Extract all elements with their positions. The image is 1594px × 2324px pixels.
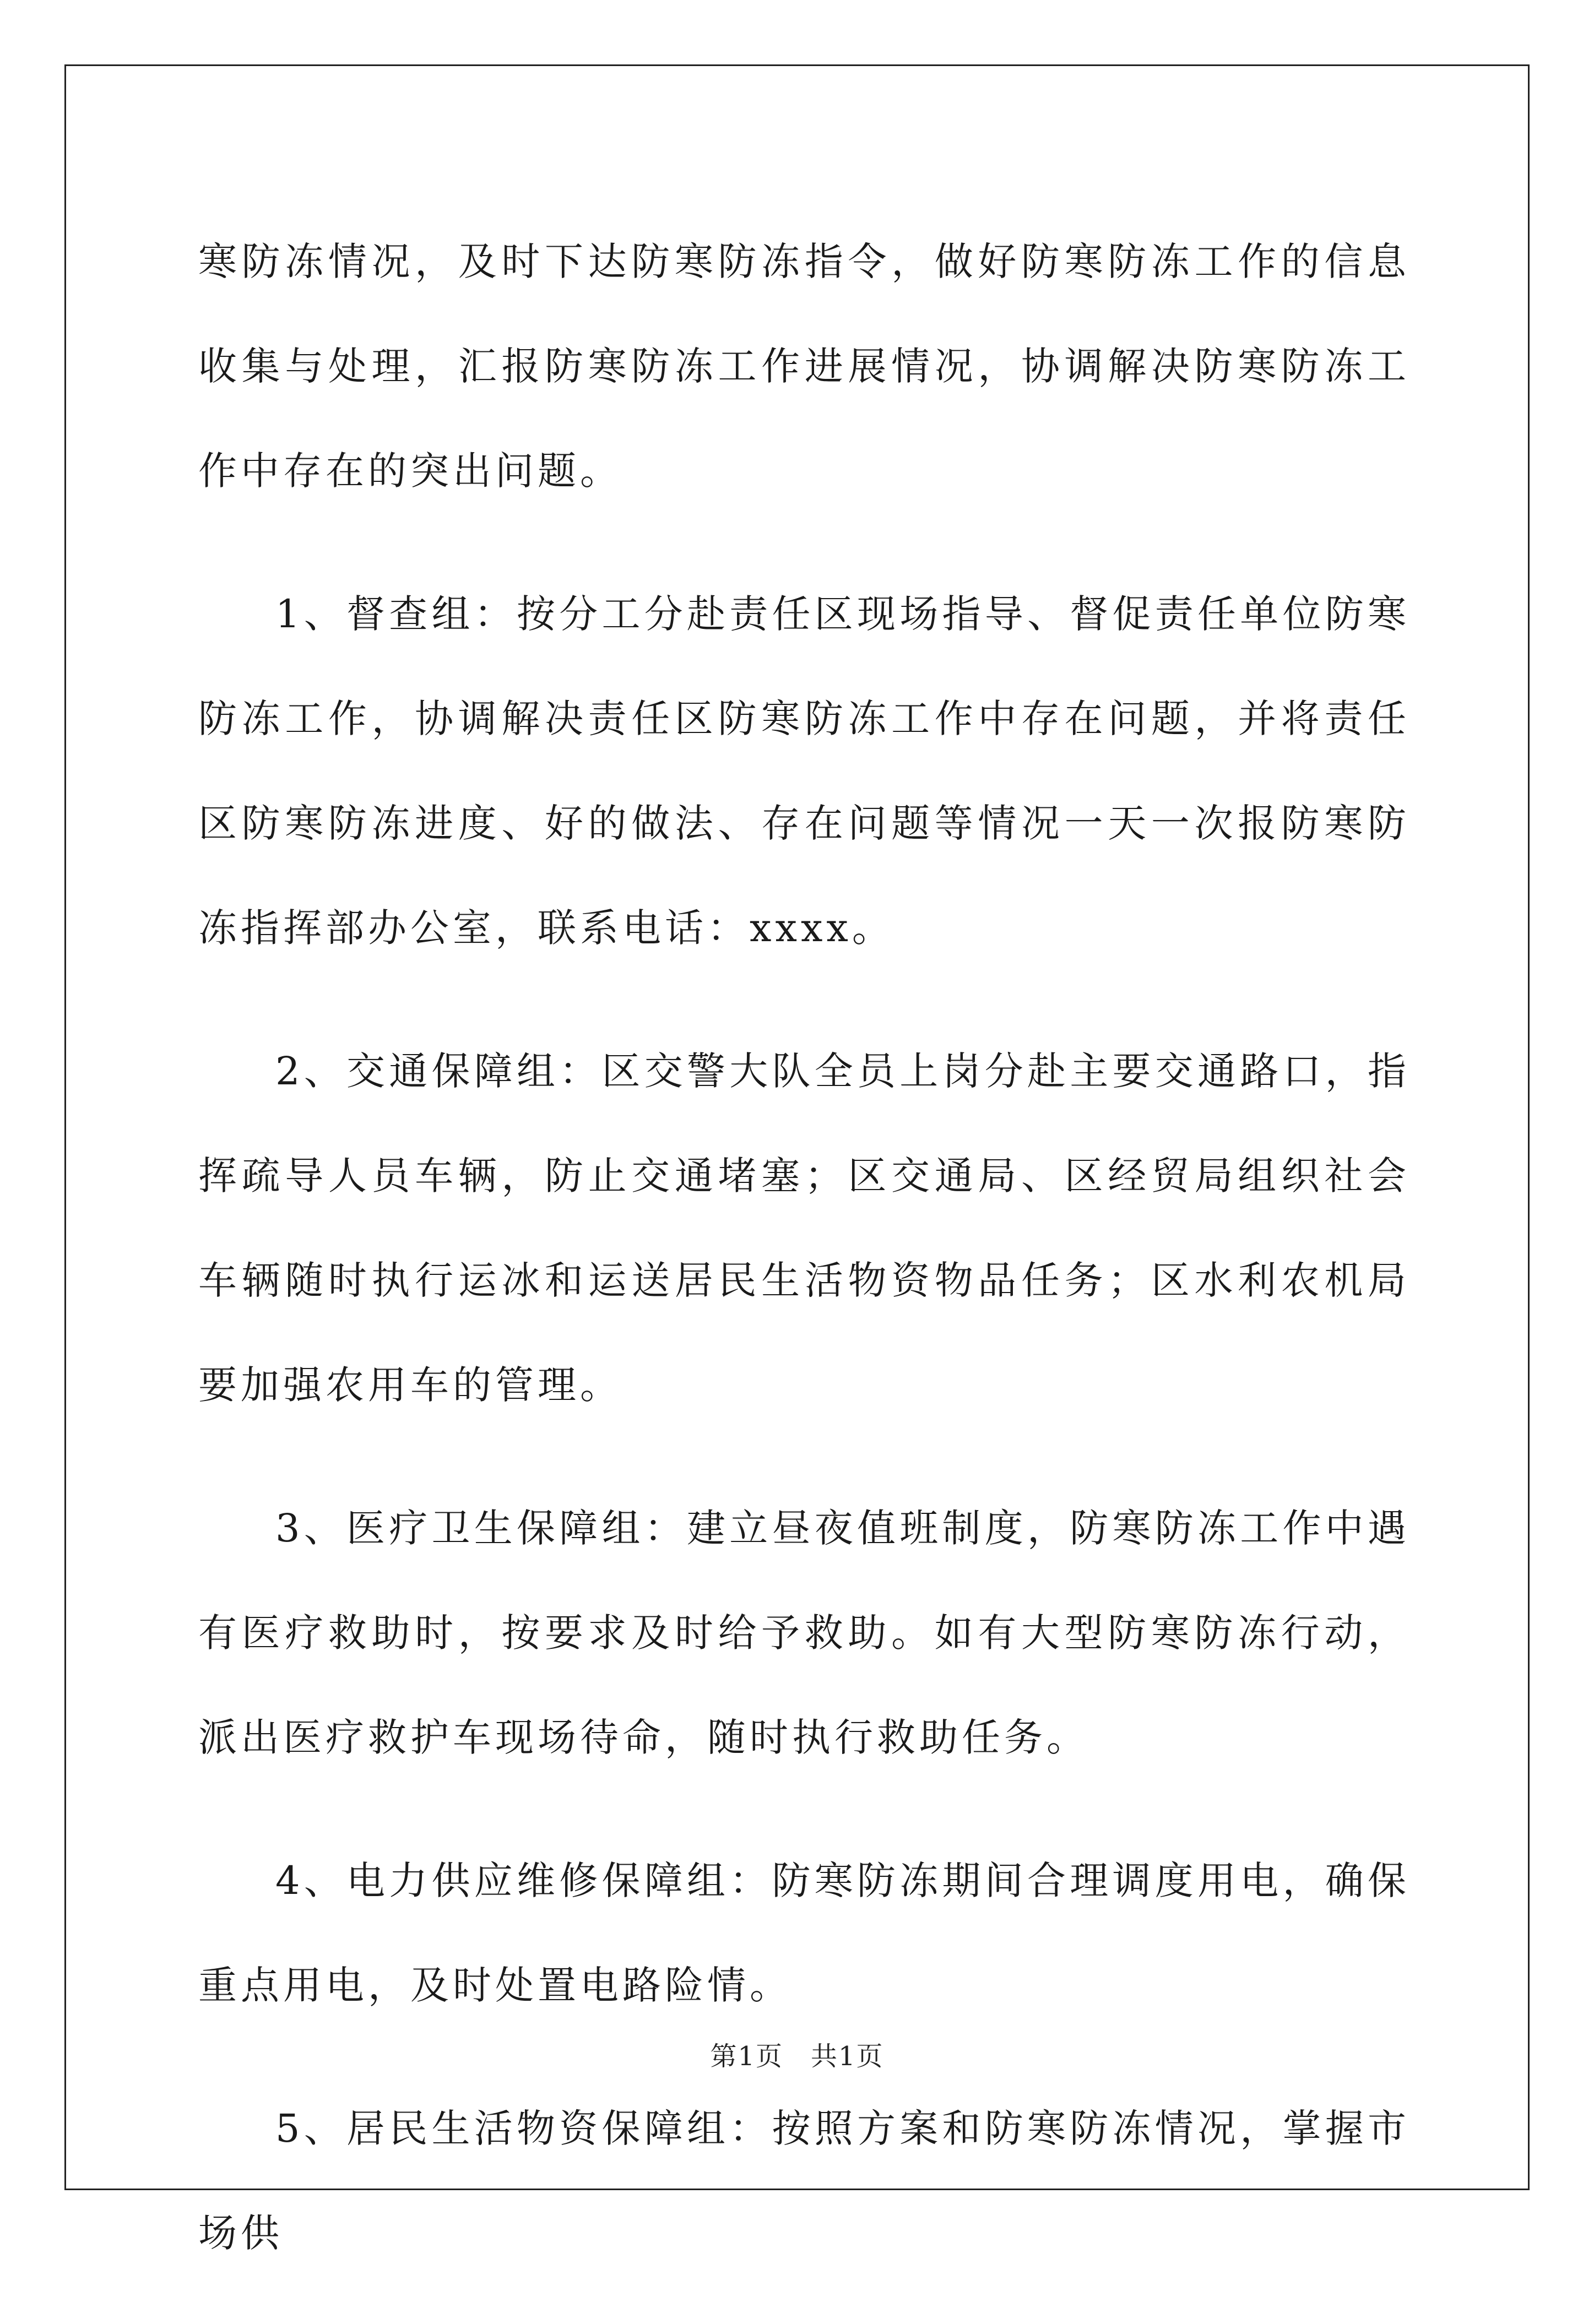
paragraph-power-group: 4、电力供应维修保障组：防寒防冻期间合理调度用电，确保重点用电，及时处置电路险情。: [198, 1858, 1410, 2008]
paragraph-continuation: 寒防冻情况，及时下达防寒防冻指令，做好防寒防冻工作的信息收集与处理，汇报防寒防冻工作进展情况，协调解决防寒防冻工作中存在的突出问题。: [198, 239, 1410, 493]
paragraph-supplies-group: 5、居民生活物资保障组：按照方案和防寒防冻情况，掌握市场供: [198, 2106, 1410, 2256]
paragraph-supervision-group: 1、督查组：按分工分赴责任区现场指导、督促责任单位防寒防冻工作，协调解决责任区防寒防冻工作中存在问题，并将责任区防寒防冻进度、好的做法、存在问题等情况一天一次报防寒防冻指挥部办公室，联系电话：xxxx。: [198, 591, 1410, 951]
page-number: 第1页 共1页: [710, 2041, 884, 2072]
document-body: [198, 209, 1410, 2324]
paragraph-traffic-group: 2、交通保障组：区交警大队全员上岗分赴主要交通路口，指挥疏导人员车辆，防止交通堵塞；区交通局、区经贸局组织社会车辆随时执行运冰和运送居民生活物资物品任务；区水利农机局要加强农用车的管理。: [198, 1049, 1410, 1408]
paragraph-medical-group: 3、医疗卫生保障组：建立昼夜值班制度，防寒防冻工作中遇有医疗救助时，按要求及时给予救助。如有大型防寒防冻行动，派出医疗救护车现场待命，随时执行救助任务。: [198, 1506, 1410, 1760]
